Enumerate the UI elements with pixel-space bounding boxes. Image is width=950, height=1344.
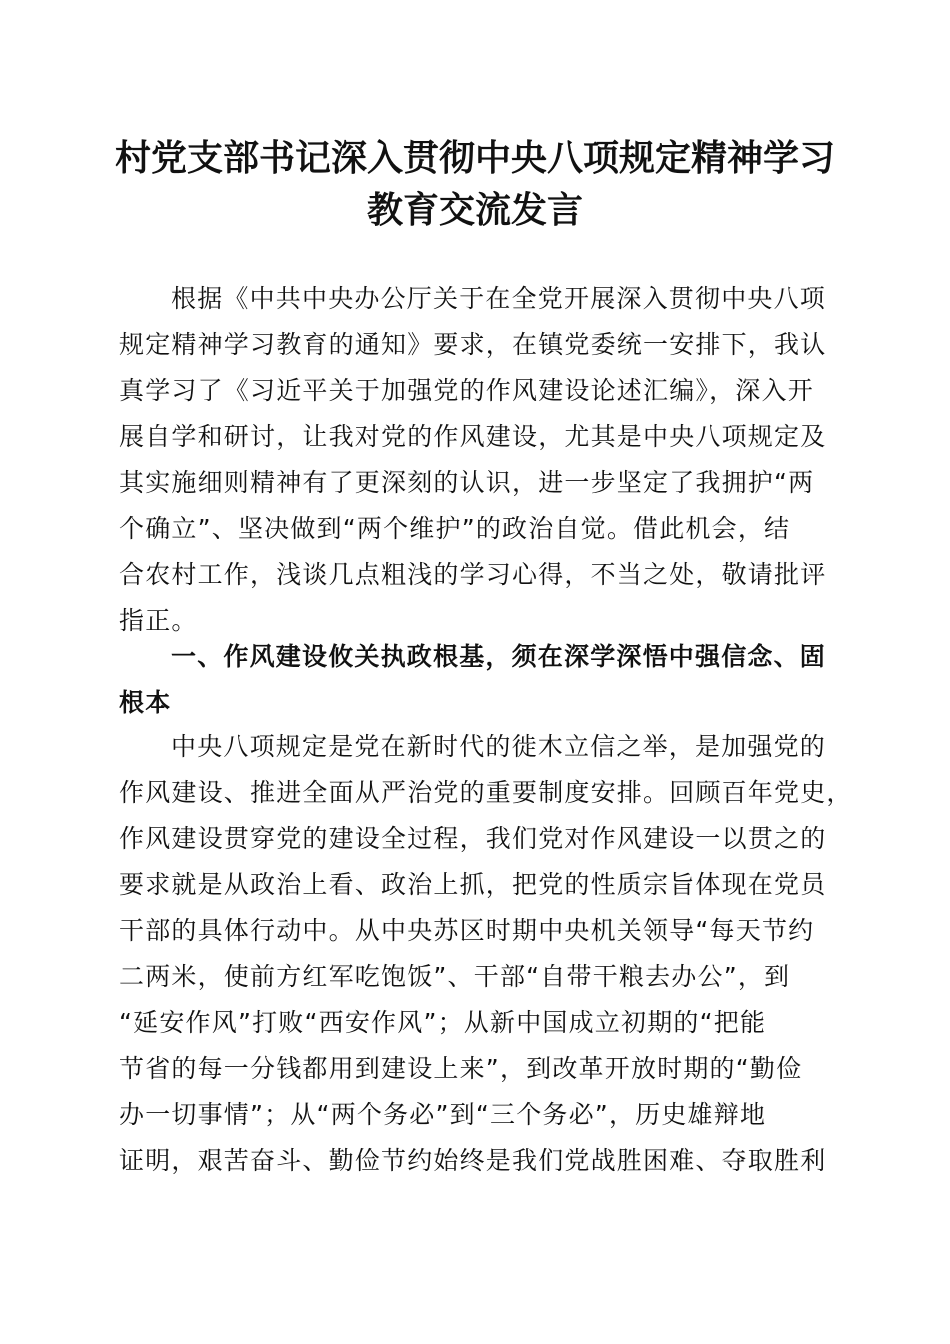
paragraph-line: 作风建设、推进全面从严治党的重要制度安排。回顾百年党史， [119,778,853,807]
section-1-paragraph [119,724,853,1184]
paragraph-line: 展自学和研讨，让我对党的作风建设，尤其是中央八项规定及 [119,422,827,451]
paragraph-line: “延安作风”打败“西安作风”；从新中国成立初期的“把能 [119,1008,767,1037]
heading-line: 根本 [119,688,172,717]
paragraph-line: 干部的具体行动中。从中央苏区时期中央机关领导“每天节约 [119,916,815,945]
document-title-line-1: 村党支部书记深入贯彻中央八项规定精神学习 [114,137,835,179]
paragraph-line: 真学习了《习近平关于加强党的作风建设论述汇编》，深入开 [119,376,814,405]
paragraph-line: 办一切事情”；从“两个务必”到“三个务必”，历史雄辩地 [119,1100,767,1129]
paragraph-line: 个确立”、坚决做到“两个维护”的政治自觉。借此机会，结 [119,514,791,543]
document-title-line-2: 教育交流发言 [366,189,583,231]
paragraph-line: 根据《中共中央办公厅关于在全党开展深入贯彻中央八项 [171,284,827,313]
paragraph-line: 节省的每一分钱都用到建设上来”，到改革开放时期的“勤俭 [119,1054,803,1083]
paragraph-line: 指正。 [119,606,198,635]
paragraph-line: 作风建设贯穿党的建设全过程，我们党对作风建设一以贯之的 [119,824,827,853]
paragraph-line: 规定精神学习教育的通知》要求，在镇党委统一安排下，我认 [119,330,827,359]
intro-paragraph [119,276,835,644]
paragraph-line: 证明，艰苦奋斗、勤俭节约始终是我们党战胜困难、夺取胜利 [119,1146,827,1175]
section-heading-1 [119,634,835,726]
paragraph-line: 要求就是从政治上看、政治上抓，把党的性质宗旨体现在党员 [119,870,827,899]
heading-line: 一、作风建设攸关执政根基，须在深学深悟中强信念、固 [171,642,827,671]
paragraph-line: 其实施细则精神有了更深刻的认识，进一步坚定了我拥护“两 [119,468,815,497]
paragraph-line: 合农村工作，浅谈几点粗浅的学习心得，不当之处，敬请批评 [119,560,827,589]
paragraph-line: 中央八项规定是党在新时代的徙木立信之举，是加强党的 [171,732,827,761]
paragraph-line: 二两米，使前方红军吃饱饭”、干部“自带干粮去办公”，到 [119,962,791,991]
